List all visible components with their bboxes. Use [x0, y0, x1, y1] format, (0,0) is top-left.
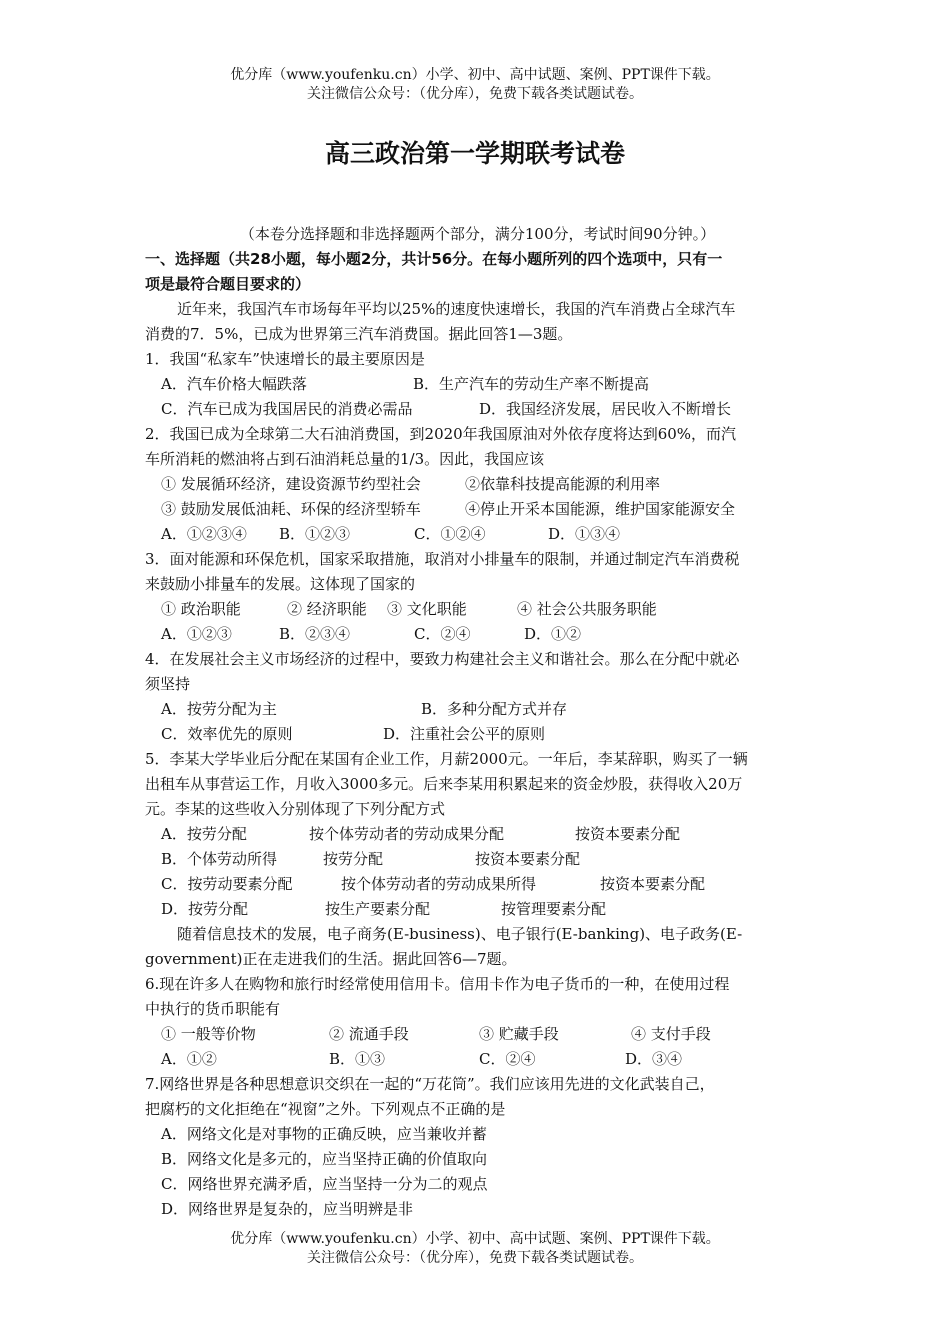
q5-option-a-part-1: A．按劳分配 — [161, 825, 247, 843]
q5-option-c-part-3: 按资本要素分配 — [600, 875, 706, 893]
q5-option-d-part-3: 按管理要素分配 — [501, 900, 607, 918]
page-header — [0, 66, 950, 104]
q6-statement-3: ③ 贮藏手段 — [479, 1025, 559, 1043]
q5-stem-line-1: 5．李某大学毕业后分配在某国有企业工作，月薪2000元。一年后，李某辞职，购买了一辆 — [145, 750, 748, 768]
q1-option-a: A．汽车价格大幅跌落 — [161, 375, 307, 393]
q4-option-c: C．效率优先的原则 — [161, 725, 293, 743]
q7-stem-line-1: 7.网络世界是各种思想意识交织在一起的“万花筒”。我们应该用先进的文化武装自己， — [145, 1075, 715, 1093]
q3-statement-4: ④ 社会公共服务职能 — [517, 600, 657, 618]
q7-option-d: D．网络世界是复杂的，应当明辨是非 — [161, 1200, 414, 1218]
q5-option-b-part-1: B．个体劳动所得 — [161, 850, 278, 868]
exam-intro: （本卷分选择题和非选择题两个部分，满分100分，考试时间90分钟。） — [239, 225, 716, 243]
q3-option-d: D．①② — [524, 625, 582, 643]
q2-option-b: B．①②③ — [279, 525, 351, 543]
q3-stem-line-2: 来鼓励小排量车的发展。这体现了国家的 — [145, 575, 416, 593]
q1-option-c: C．汽车已成为我国居民的消费必需品 — [161, 400, 413, 418]
q4-option-d: D．注重社会公平的原则 — [383, 725, 546, 743]
q6-option-a: A．①② — [161, 1050, 217, 1068]
footer-line-2: 关注微信公众号：（优分库），免费下载各类试题试卷。 — [307, 1250, 643, 1266]
q5-option-a-part-3: 按资本要素分配 — [575, 825, 681, 843]
q7-option-a: A．网络文化是对事物的正确反映，应当兼收并蓄 — [161, 1125, 487, 1143]
q2-statement-2: ②依靠科技提高能源的利用率 — [465, 475, 661, 493]
q5-option-c-part-1: C．按劳动要素分配 — [161, 875, 293, 893]
q7-option-c: C．网络世界充满矛盾，应当坚持一分为二的观点 — [161, 1175, 488, 1193]
q3-option-c: C．②④ — [414, 625, 471, 643]
header-line-1: 优分库（www.youfenku.cn）小学、初中、高中试题、案例、PPT课件下载。 — [230, 67, 720, 83]
section-heading-line-2: 项是最符合题目要求的） — [145, 275, 311, 293]
q5-option-b-part-2: 按劳分配 — [323, 850, 384, 868]
q5-option-b — [145, 847, 810, 872]
q5-option-d — [145, 897, 810, 922]
q7-stem-line-2: 把腐朽的文化拒绝在“视窗”之外。下列观点不正确的是 — [145, 1100, 506, 1118]
q3-option-b: B．②③④ — [279, 625, 351, 643]
q4-options-row-2 — [145, 722, 810, 747]
q6-option-d: D．③④ — [625, 1050, 683, 1068]
exam-body — [145, 222, 810, 1222]
q2-statement-3: ③ 鼓励发展低油耗、环保的经济型轿车 — [161, 500, 421, 518]
passage-2-line-2: government)正在走进我们的生活。据此回答6—7题。 — [145, 950, 517, 968]
q5-option-d-part-1: D．按劳分配 — [161, 900, 249, 918]
q2-statement-4: ④停止开采本国能源，维护国家能源安全 — [465, 500, 736, 518]
q4-stem-line-2: 须坚持 — [145, 675, 191, 693]
q3-options — [145, 622, 810, 647]
header-line-2: 关注微信公众号：（优分库），免费下载各类试题试卷。 — [307, 86, 643, 102]
q2-stem-line-2: 车所消耗的燃油将占到石油消耗总量的1/3。因此，我国应该 — [145, 450, 545, 468]
q1-option-b: B．生产汽车的劳动生产率不断提高 — [413, 375, 650, 393]
q1-options-row-2 — [145, 397, 810, 422]
q2-statements-row-2 — [145, 497, 810, 522]
q6-statement-1: ① 一般等价物 — [161, 1025, 256, 1043]
q6-options — [145, 1047, 810, 1072]
q3-statements — [145, 597, 810, 622]
q3-option-a: A．①②③ — [161, 625, 232, 643]
page-title: 高三政治第一学期联考试卷 — [324, 139, 625, 168]
q6-statements — [145, 1022, 810, 1047]
q5-option-a-part-2: 按个体劳动者的劳动成果分配 — [309, 825, 505, 843]
q2-option-d: D．①③④ — [548, 525, 621, 543]
q4-option-b: B．多种分配方式并存 — [421, 700, 568, 718]
q6-stem-line-1: 6.现在许多人在购物和旅行时经常使用信用卡。信用卡作为电子货币的一种，在使用过程 — [145, 975, 730, 993]
q2-stem-line-1: 2．我国已成为全球第二大石油消费国，到2020年我国原油对外依存度将达到60%，而汽 — [145, 425, 737, 443]
q6-statement-4: ④ 支付手段 — [631, 1025, 711, 1043]
q5-option-c-part-2: 按个体劳动者的劳动成果所得 — [341, 875, 537, 893]
q1-options-row-1 — [145, 372, 810, 397]
q2-option-a: A．①②③④ — [161, 525, 247, 543]
q6-option-b: B．①③ — [329, 1050, 386, 1068]
page-footer — [0, 1230, 950, 1268]
q1-option-d: D．我国经济发展，居民收入不断增长 — [479, 400, 732, 418]
q6-statement-2: ② 流通手段 — [329, 1025, 409, 1043]
q4-option-a: A．按劳分配为主 — [161, 700, 277, 718]
q5-stem-line-3: 元。李某的这些收入分别体现了下列分配方式 — [145, 800, 446, 818]
q3-statement-3: ③ 文化职能 — [387, 600, 467, 618]
section-heading-line-1: 一、选择题（共28小题，每小题2分，共计56分。在每小题所列的四个选项中，只有一 — [145, 250, 723, 268]
q2-statement-1: ① 发展循环经济，建设资源节约型社会 — [161, 475, 421, 493]
q5-option-d-part-2: 按生产要素分配 — [325, 900, 431, 918]
q3-statement-2: ② 经济职能 — [287, 600, 367, 618]
q4-stem-line-1: 4．在发展社会主义市场经济的过程中，要致力构建社会主义和谐社会。那么在分配中就必 — [145, 650, 740, 668]
q5-option-b-part-3: 按资本要素分配 — [475, 850, 581, 868]
passage-1-line-2: 消费的7．5%，已成为世界第三汽车消费国。据此回答1—3题。 — [145, 325, 573, 343]
q6-option-c: C．②④ — [479, 1050, 536, 1068]
q5-option-c — [145, 872, 810, 897]
q3-stem-line-1: 3．面对能源和环保危机，国家采取措施，取消对小排量车的限制，并通过制定汽车消费税 — [145, 550, 740, 568]
q2-option-c: C．①②④ — [414, 525, 486, 543]
q4-options-row-1 — [145, 697, 810, 722]
q7-option-b: B．网络文化是多元的，应当坚持正确的价值取向 — [161, 1150, 488, 1168]
q2-options — [145, 522, 810, 547]
passage-1-line-1: 近年来，我国汽车市场每年平均以25%的速度快速增长，我国的汽车消费占全球汽车 — [177, 300, 736, 318]
q5-stem-line-2: 出租车从事营运工作，月收入3000多元。后来李某用积累起来的资金炒股，获得收入20万 — [145, 775, 743, 793]
passage-2-line-1: 随着信息技术的发展，电子商务(E-business)、电子银行(E-banking)、电子政务(E- — [177, 925, 743, 943]
q6-stem-line-2: 中执行的货币职能有 — [145, 1000, 281, 1018]
q1-stem: 1．我国“私家车”快速增长的最主要原因是 — [145, 350, 425, 368]
q2-statements-row-1 — [145, 472, 810, 497]
q3-statement-1: ① 政治职能 — [161, 600, 241, 618]
q5-option-a — [145, 822, 810, 847]
footer-line-1: 优分库（www.youfenku.cn）小学、初中、高中试题、案例、PPT课件下载。 — [230, 1231, 720, 1247]
